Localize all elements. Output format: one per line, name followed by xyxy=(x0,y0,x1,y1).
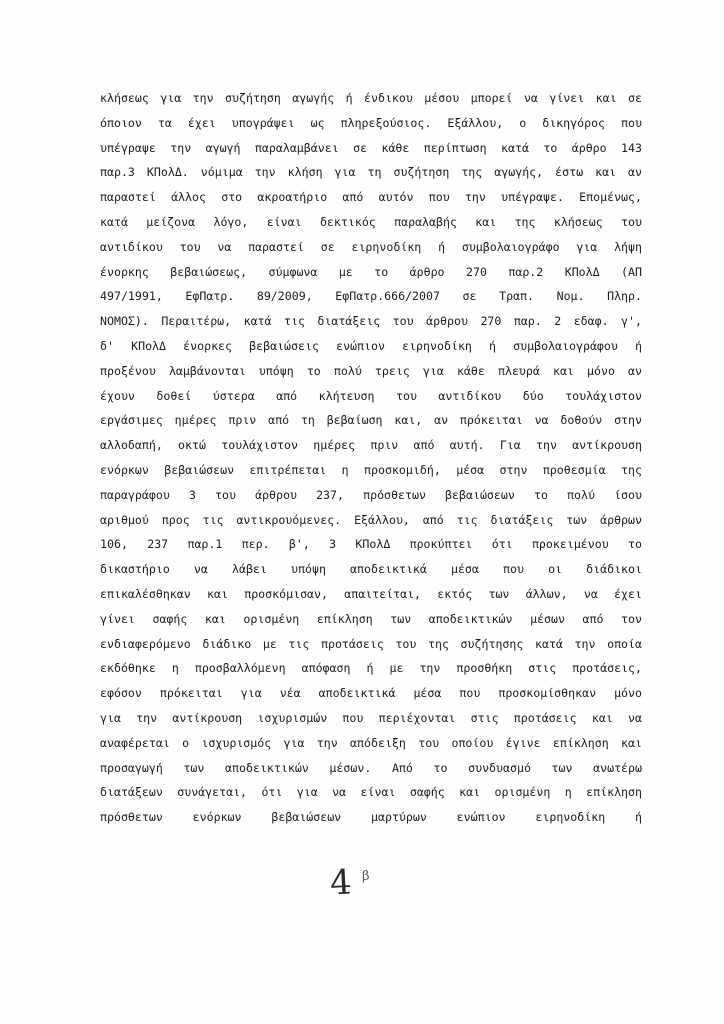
body-text xyxy=(100,86,642,830)
handwritten-page-suffix: β xyxy=(362,869,370,884)
text-line: προξένου λαμβάνονται υπόψη το πολύ τρεις για κάθε πλευρά και μόνο αν xyxy=(100,363,642,378)
text-line: παραστεί άλλος στο ακροατήριο από αυτόν που την υπέγραψε. Επομένως, xyxy=(100,190,642,205)
text-line: υπέγραψε την αγωγή παραλαμβάνει σε κάθε περίπτωση κατά το άρθρο 143 xyxy=(100,140,642,155)
text-line: αριθμού προς τις αντικρουόμενες. Εξάλλου, από τις διατάξεις των άρθρων xyxy=(100,512,642,527)
text-line: αλλοδαπή, οκτώ τουλάχιστον ημέρες πριν από αυτή. Για την αντίκρουση xyxy=(100,438,642,453)
text-line: 106, 237 παρ.1 περ. β', 3 ΚΠολΔ προκύπτει ότι προκειμένου το xyxy=(100,537,642,552)
text-line: εργάσιμες ημέρες πριν από τη βεβαίωση και, αν πρόκειται να δοθούν στην xyxy=(100,413,642,428)
text-line: εφόσον πρόκειται για νέα αποδεικτικά μέσα που προσκομίσθηκαν μόνο xyxy=(100,686,642,701)
text-line: έχουν δοθεί ύστερα από κλήτευση του αντιδίκου δύο τουλάχιστον xyxy=(100,388,642,403)
text-line: γίνει σαφής και ορισμένη επίκληση των αποδεικτικών μέσων από τον xyxy=(100,611,642,626)
text-line: ενδιαφερόμενο διάδικο με τις προτάσεις του της συζήτησης κατά την οποία xyxy=(100,636,642,651)
text-line: κλήσεως για την συζήτηση αγωγής ή ένδικου μέσου μπορεί να γίνει και σε xyxy=(100,91,642,105)
text-line: αναφέρεται ο ισχυρισμός για την απόδειξη του οποίου έγινε επίκληση και xyxy=(100,735,642,750)
text-line: εκδόθηκε η προσβαλλόμενη απόφαση ή με την προσθήκη στις προτάσεις, xyxy=(100,661,642,676)
text-line: για την αντίκρουση ισχυρισμών που περιέχονται στις προτάσεις και να xyxy=(100,710,642,725)
text-line: ΝΟΜΟΣ). Περαιτέρω, κατά τις διατάξεις του άρθρου 270 παρ. 2 εδαφ. γ', xyxy=(100,314,642,329)
text-line: παρ.3 ΚΠολΔ. νόμιμα την κλήση για τη συζήτηση της αγωγής, έστω και αν xyxy=(100,165,642,180)
handwritten-page-number: 4 xyxy=(328,862,353,904)
text-line: όποιον τα έχει υπογράψει ως πληρεξούσιος. Εξάλλου, ο δικηγόρος που xyxy=(100,115,642,130)
text-line: ένορκης βεβαιώσεως, σύμφωνα με το άρθρο 270 παρ.2 ΚΠολΔ (ΑΠ xyxy=(100,264,642,279)
text-line: ενόρκων βεβαιώσεων επιτρέπεται η προσκομιδή, μέσα στην προθεσμία της xyxy=(100,462,642,477)
text-line: δικαστήριο να λάβει υπόψη αποδεικτικά μέσα που οι διάδικοι xyxy=(100,562,642,577)
text-line: πρόσθετων ενόρκων βεβαιώσεων μαρτύρων ενώπιον ειρηνοδίκη ή xyxy=(100,810,642,825)
text-line: αντιδίκου του να παραστεί σε ειρηνοδίκη ή συμβολαιογράφο για λήψη xyxy=(100,239,642,254)
text-line: δ' ΚΠολΔ ένορκες βεβαιώσεις ενώπιον ειρηνοδίκη ή συμβολαιογράφου ή xyxy=(100,338,642,353)
text-line: 497/1991, ΕφΠατρ. 89/2009, ΕφΠατρ.666/2007 σε Τραπ. Νομ. Πληρ. xyxy=(100,289,642,304)
text-line: επικαλέσθηκαν και προσκόμισαν, απαιτείται, εκτός των άλλων, να έχει xyxy=(100,586,642,601)
text-line: παραγράφου 3 του άρθρου 237, πρόσθετων βεβαιώσεων το πολύ ίσου xyxy=(100,487,642,502)
text-line: διατάξεων συνάγεται, ότι για να είναι σαφής και ορισμένη η επίκληση xyxy=(100,785,642,800)
text-line: προσαγωγή των αποδεικτικών μέσων. Από το συνδυασμό των ανωτέρω xyxy=(100,760,642,775)
text-line: κατά μείζονα λόγο, είναι δεκτικός παραλαβής και της κλήσεως του xyxy=(100,214,642,229)
